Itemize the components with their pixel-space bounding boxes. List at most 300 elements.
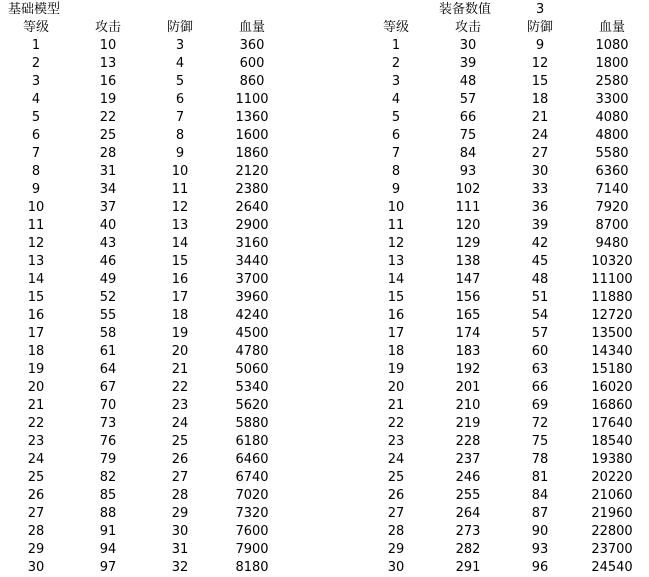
equip-attack-cell: 120 — [455, 218, 481, 233]
base-attack-cell: 28 — [99, 146, 117, 161]
equip-hp-cell: 10320 — [591, 254, 633, 269]
table-row — [0, 199, 330, 217]
table-row — [360, 55, 649, 73]
table-row — [360, 505, 649, 523]
equip-attack-cell: 147 — [455, 272, 481, 287]
equip-hp-cell: 21960 — [591, 506, 633, 521]
equip-attack-cell: 291 — [455, 560, 481, 575]
base-hp-cell: 4500 — [235, 326, 269, 341]
base-defense-cell: 26 — [171, 452, 189, 467]
equip-defense-cell: 45 — [531, 254, 549, 269]
equip-attack-cell: 75 — [459, 128, 477, 143]
equip-defense-cell: 60 — [531, 344, 549, 359]
equip-hp-cell: 18540 — [591, 434, 633, 449]
table-row — [360, 109, 649, 127]
base-attack-cell: 37 — [99, 200, 117, 215]
table-row — [0, 163, 330, 181]
table-row — [0, 55, 330, 73]
base-defense-cell: 8 — [175, 128, 185, 143]
base-model-rows — [0, 19, 330, 577]
base-level-cell: 4 — [31, 92, 41, 107]
equip-level-cell: 29 — [387, 542, 405, 557]
equip-hp-cell: 11100 — [591, 272, 633, 287]
equip-attack-cell: 183 — [455, 344, 481, 359]
table-row — [360, 37, 649, 55]
base-hp-cell: 2900 — [235, 218, 269, 233]
equip-hp-cell: 16860 — [591, 398, 633, 413]
equip-defense-cell: 24 — [531, 128, 549, 143]
base-defense-cell: 4 — [175, 56, 185, 71]
equip-level-cell: 16 — [387, 308, 405, 323]
equipment-value-title: 装备数值 — [439, 2, 492, 17]
base-attack-cell: 55 — [99, 308, 117, 323]
table-row — [360, 541, 649, 559]
base-level-cell: 7 — [31, 146, 41, 161]
base-attack-cell: 82 — [99, 470, 117, 485]
base-hp-cell: 3960 — [235, 290, 269, 305]
equip-attack-cell: 273 — [455, 524, 481, 539]
base-defense-cell: 12 — [171, 200, 189, 215]
base-attack-cell: 攻击 — [94, 20, 121, 35]
base-level-cell: 11 — [27, 218, 45, 233]
equip-level-cell: 25 — [387, 470, 405, 485]
equip-attack-cell: 57 — [459, 92, 477, 107]
equip-attack-cell: 39 — [459, 56, 477, 71]
equip-attack-cell: 138 — [455, 254, 481, 269]
equip-defense-cell: 72 — [531, 416, 549, 431]
equip-hp-cell: 17640 — [591, 416, 633, 431]
base-defense-cell: 22 — [171, 380, 189, 395]
base-defense-cell: 16 — [171, 272, 189, 287]
equip-defense-cell: 39 — [531, 218, 549, 233]
equip-level-cell: 等级 — [382, 20, 409, 35]
table-row — [0, 271, 330, 289]
equip-header-row — [360, 19, 649, 37]
equip-defense-cell: 30 — [531, 164, 549, 179]
equip-attack-cell: 30 — [459, 38, 477, 53]
base-model-title: 基础模型 — [8, 2, 61, 17]
base-attack-cell: 76 — [99, 434, 117, 449]
equip-attack-cell: 228 — [455, 434, 481, 449]
base-hp-cell: 7320 — [235, 506, 269, 521]
base-hp-cell: 7600 — [235, 524, 269, 539]
base-hp-cell: 8180 — [235, 560, 269, 575]
base-defense-cell: 9 — [175, 146, 185, 161]
equip-hp-cell: 血量 — [598, 20, 625, 35]
base-defense-cell: 29 — [171, 506, 189, 521]
table-row — [0, 145, 330, 163]
table-row — [360, 469, 649, 487]
base-defense-cell: 6 — [175, 92, 185, 107]
base-level-cell: 6 — [31, 128, 41, 143]
equip-defense-cell: 36 — [531, 200, 549, 215]
base-attack-cell: 70 — [99, 398, 117, 413]
equip-hp-cell: 9480 — [595, 236, 629, 251]
base-defense-cell: 14 — [171, 236, 189, 251]
equip-hp-cell: 11880 — [591, 290, 633, 305]
table-row — [360, 523, 649, 541]
base-attack-cell: 13 — [99, 56, 117, 71]
base-level-cell: 8 — [31, 164, 41, 179]
base-hp-cell: 6740 — [235, 470, 269, 485]
equip-attack-cell: 102 — [455, 182, 481, 197]
table-row — [360, 361, 649, 379]
equip-hp-cell: 22800 — [591, 524, 633, 539]
table-row — [360, 397, 649, 415]
equip-level-cell: 17 — [387, 326, 405, 341]
equip-level-cell: 8 — [391, 164, 401, 179]
table-row — [0, 307, 330, 325]
equip-hp-cell: 13500 — [591, 326, 633, 341]
table-row — [360, 235, 649, 253]
table-row — [360, 559, 649, 577]
base-defense-cell: 17 — [171, 290, 189, 305]
base-level-cell: 19 — [27, 362, 45, 377]
base-attack-cell: 61 — [99, 344, 117, 359]
base-defense-cell: 10 — [171, 164, 189, 179]
equip-level-cell: 21 — [387, 398, 405, 413]
table-row — [360, 307, 649, 325]
equipment-value-multiplier: 3 — [536, 2, 545, 17]
base-attack-cell: 94 — [99, 542, 117, 557]
equip-attack-cell: 攻击 — [454, 20, 481, 35]
equip-attack-cell: 219 — [455, 416, 481, 431]
equip-level-cell: 12 — [387, 236, 405, 251]
table-row — [360, 415, 649, 433]
table-row — [360, 451, 649, 469]
base-attack-cell: 19 — [99, 92, 117, 107]
base-level-cell: 26 — [27, 488, 45, 503]
equip-hp-cell: 3300 — [595, 92, 629, 107]
table-row — [360, 271, 649, 289]
table-row — [0, 253, 330, 271]
base-hp-cell: 1860 — [235, 146, 269, 161]
equip-level-cell: 3 — [391, 74, 401, 89]
base-level-cell: 5 — [31, 110, 41, 125]
table-row — [0, 37, 330, 55]
table-row — [360, 181, 649, 199]
base-attack-cell: 34 — [99, 182, 117, 197]
equip-attack-cell: 192 — [455, 362, 481, 377]
base-attack-cell: 79 — [99, 452, 117, 467]
table-row — [0, 487, 330, 505]
table-row — [0, 559, 330, 577]
base-level-cell: 12 — [27, 236, 45, 251]
equip-defense-cell: 75 — [531, 434, 549, 449]
base-hp-cell: 5060 — [235, 362, 269, 377]
base-attack-cell: 40 — [99, 218, 117, 233]
base-level-cell: 3 — [31, 74, 41, 89]
base-level-cell: 27 — [27, 506, 45, 521]
equip-level-cell: 28 — [387, 524, 405, 539]
base-defense-cell: 3 — [175, 38, 185, 53]
equip-attack-cell: 84 — [459, 146, 477, 161]
base-level-cell: 17 — [27, 326, 45, 341]
base-attack-cell: 46 — [99, 254, 117, 269]
table-row — [0, 73, 330, 91]
base-level-cell: 21 — [27, 398, 45, 413]
equip-hp-cell: 4800 — [595, 128, 629, 143]
equip-hp-cell: 4080 — [595, 110, 629, 125]
equip-attack-cell: 174 — [455, 326, 481, 341]
base-header-row — [0, 19, 330, 37]
base-defense-cell: 32 — [171, 560, 189, 575]
table-row — [0, 541, 330, 559]
base-hp-cell: 1360 — [235, 110, 269, 125]
base-attack-cell: 52 — [99, 290, 117, 305]
base-hp-cell: 4780 — [235, 344, 269, 359]
base-defense-cell: 30 — [171, 524, 189, 539]
equip-level-cell: 20 — [387, 380, 405, 395]
table-row — [0, 379, 330, 397]
base-attack-cell: 16 — [99, 74, 117, 89]
base-hp-cell: 2640 — [235, 200, 269, 215]
equip-level-cell: 11 — [387, 218, 405, 233]
base-hp-cell: 360 — [239, 38, 265, 53]
base-defense-cell: 25 — [171, 434, 189, 449]
table-row — [360, 73, 649, 91]
table-row — [0, 415, 330, 433]
equip-hp-cell: 12720 — [591, 308, 633, 323]
base-hp-cell: 3700 — [235, 272, 269, 287]
equip-hp-cell: 1080 — [595, 38, 629, 53]
base-attack-cell: 85 — [99, 488, 117, 503]
base-defense-cell: 20 — [171, 344, 189, 359]
table-row — [360, 163, 649, 181]
equip-attack-cell: 156 — [455, 290, 481, 305]
base-level-cell: 28 — [27, 524, 45, 539]
base-level-cell: 15 — [27, 290, 45, 305]
equip-hp-cell: 20220 — [591, 470, 633, 485]
base-level-cell: 14 — [27, 272, 45, 287]
table-row — [360, 289, 649, 307]
equip-attack-cell: 246 — [455, 470, 481, 485]
equip-level-cell: 9 — [391, 182, 401, 197]
base-hp-cell: 3160 — [235, 236, 269, 251]
equip-attack-cell: 165 — [455, 308, 481, 323]
base-attack-cell: 22 — [99, 110, 117, 125]
table-row — [0, 433, 330, 451]
base-attack-cell: 49 — [99, 272, 117, 287]
base-level-cell: 29 — [27, 542, 45, 557]
equip-attack-cell: 93 — [459, 164, 477, 179]
equip-attack-cell: 282 — [455, 542, 481, 557]
base-attack-cell: 58 — [99, 326, 117, 341]
table-row — [360, 91, 649, 109]
table-row — [360, 433, 649, 451]
equip-level-cell: 14 — [387, 272, 405, 287]
base-attack-cell: 10 — [99, 38, 117, 53]
equip-defense-cell: 27 — [531, 146, 549, 161]
equip-attack-cell: 210 — [455, 398, 481, 413]
equip-hp-cell: 1800 — [595, 56, 629, 71]
base-hp-cell: 5340 — [235, 380, 269, 395]
equip-defense-cell: 12 — [531, 56, 549, 71]
base-hp-cell: 3440 — [235, 254, 269, 269]
equip-level-cell: 27 — [387, 506, 405, 521]
base-hp-cell: 血量 — [238, 20, 265, 35]
base-defense-cell: 27 — [171, 470, 189, 485]
equip-defense-cell: 57 — [531, 326, 549, 341]
equip-defense-cell: 69 — [531, 398, 549, 413]
equip-defense-cell: 84 — [531, 488, 549, 503]
base-hp-cell: 7900 — [235, 542, 269, 557]
base-attack-cell: 73 — [99, 416, 117, 431]
base-attack-cell: 43 — [99, 236, 117, 251]
equip-defense-cell: 15 — [531, 74, 549, 89]
base-attack-cell: 97 — [99, 560, 117, 575]
base-defense-cell: 防御 — [166, 20, 193, 35]
equip-defense-cell: 93 — [531, 542, 549, 557]
base-level-cell: 30 — [27, 560, 45, 575]
equip-hp-cell: 7920 — [595, 200, 629, 215]
equip-defense-cell: 48 — [531, 272, 549, 287]
equip-level-cell: 30 — [387, 560, 405, 575]
table-row — [0, 217, 330, 235]
equip-defense-cell: 33 — [531, 182, 549, 197]
table-row — [0, 109, 330, 127]
table-row — [360, 343, 649, 361]
base-defense-cell: 11 — [171, 182, 189, 197]
base-level-cell: 等级 — [22, 20, 49, 35]
equip-attack-cell: 201 — [455, 380, 481, 395]
base-hp-cell: 7020 — [235, 488, 269, 503]
equip-attack-cell: 66 — [459, 110, 477, 125]
equip-hp-cell: 14340 — [591, 344, 633, 359]
table-row — [0, 235, 330, 253]
equip-hp-cell: 15180 — [591, 362, 633, 377]
base-defense-cell: 24 — [171, 416, 189, 431]
equip-defense-cell: 42 — [531, 236, 549, 251]
equip-level-cell: 18 — [387, 344, 405, 359]
equip-defense-cell: 21 — [531, 110, 549, 125]
equip-defense-cell: 66 — [531, 380, 549, 395]
equip-level-cell: 7 — [391, 146, 401, 161]
base-level-cell: 2 — [31, 56, 41, 71]
equip-attack-cell: 264 — [455, 506, 481, 521]
base-defense-cell: 13 — [171, 218, 189, 233]
equip-level-cell: 5 — [391, 110, 401, 125]
table-row — [360, 145, 649, 163]
base-level-cell: 18 — [27, 344, 45, 359]
equip-defense-cell: 防御 — [526, 20, 553, 35]
base-defense-cell: 7 — [175, 110, 185, 125]
base-level-cell: 20 — [27, 380, 45, 395]
base-level-cell: 1 — [31, 38, 41, 53]
equip-hp-cell: 2580 — [595, 74, 629, 89]
equip-level-cell: 19 — [387, 362, 405, 377]
table-row — [360, 487, 649, 505]
equip-level-cell: 26 — [387, 488, 405, 503]
equip-attack-cell: 129 — [455, 236, 481, 251]
equip-defense-cell: 81 — [531, 470, 549, 485]
base-level-cell: 9 — [31, 182, 41, 197]
base-level-cell: 22 — [27, 416, 45, 431]
table-row — [0, 361, 330, 379]
equip-attack-cell: 237 — [455, 452, 481, 467]
equip-defense-cell: 96 — [531, 560, 549, 575]
table-row — [360, 325, 649, 343]
equip-defense-cell: 18 — [531, 92, 549, 107]
equip-level-cell: 2 — [391, 56, 401, 71]
table-row — [0, 469, 330, 487]
equip-hp-cell: 23700 — [591, 542, 633, 557]
base-attack-cell: 31 — [99, 164, 117, 179]
table-row — [0, 397, 330, 415]
base-defense-cell: 28 — [171, 488, 189, 503]
equip-hp-cell: 8700 — [595, 218, 629, 233]
base-hp-cell: 6460 — [235, 452, 269, 467]
equip-level-cell: 23 — [387, 434, 405, 449]
table-row — [0, 343, 330, 361]
base-level-cell: 16 — [27, 308, 45, 323]
base-hp-cell: 5880 — [235, 416, 269, 431]
equip-defense-cell: 9 — [535, 38, 545, 53]
table-row — [360, 379, 649, 397]
base-hp-cell: 6180 — [235, 434, 269, 449]
equip-hp-cell: 21060 — [591, 488, 633, 503]
table-row — [0, 505, 330, 523]
equip-level-cell: 24 — [387, 452, 405, 467]
base-hp-cell: 1100 — [235, 92, 269, 107]
equip-level-cell: 4 — [391, 92, 401, 107]
equip-level-cell: 10 — [387, 200, 405, 215]
base-attack-cell: 67 — [99, 380, 117, 395]
equip-level-cell: 1 — [391, 38, 401, 53]
base-defense-cell: 15 — [171, 254, 189, 269]
table-row — [0, 523, 330, 541]
base-level-cell: 25 — [27, 470, 45, 485]
equip-attack-cell: 255 — [455, 488, 481, 503]
equip-defense-cell: 78 — [531, 452, 549, 467]
table-row — [0, 127, 330, 145]
equip-defense-cell: 63 — [531, 362, 549, 377]
base-hp-cell: 860 — [239, 74, 265, 89]
equip-level-cell: 6 — [391, 128, 401, 143]
base-defense-cell: 31 — [171, 542, 189, 557]
base-attack-cell: 64 — [99, 362, 117, 377]
equip-defense-cell: 87 — [531, 506, 549, 521]
table-row — [360, 199, 649, 217]
table-row — [360, 217, 649, 235]
base-defense-cell: 21 — [171, 362, 189, 377]
base-level-cell: 10 — [27, 200, 45, 215]
base-defense-cell: 23 — [171, 398, 189, 413]
base-hp-cell: 5620 — [235, 398, 269, 413]
base-hp-cell: 4240 — [235, 308, 269, 323]
table-row — [0, 91, 330, 109]
table-row — [0, 325, 330, 343]
base-defense-cell: 18 — [171, 308, 189, 323]
base-defense-cell: 5 — [175, 74, 185, 89]
equip-defense-cell: 90 — [531, 524, 549, 539]
base-attack-cell: 25 — [99, 128, 117, 143]
base-hp-cell: 2380 — [235, 182, 269, 197]
base-hp-cell: 1600 — [235, 128, 269, 143]
equip-attack-cell: 111 — [455, 200, 481, 215]
base-attack-cell: 91 — [99, 524, 117, 539]
base-hp-cell: 600 — [239, 56, 265, 71]
base-hp-cell: 2120 — [235, 164, 269, 179]
equip-hp-cell: 6360 — [595, 164, 629, 179]
table-row — [0, 289, 330, 307]
equip-hp-cell: 7140 — [595, 182, 629, 197]
table-row — [0, 181, 330, 199]
table-row — [360, 253, 649, 271]
table-row — [0, 451, 330, 469]
base-level-cell: 24 — [27, 452, 45, 467]
equipment-value-rows — [360, 19, 649, 577]
